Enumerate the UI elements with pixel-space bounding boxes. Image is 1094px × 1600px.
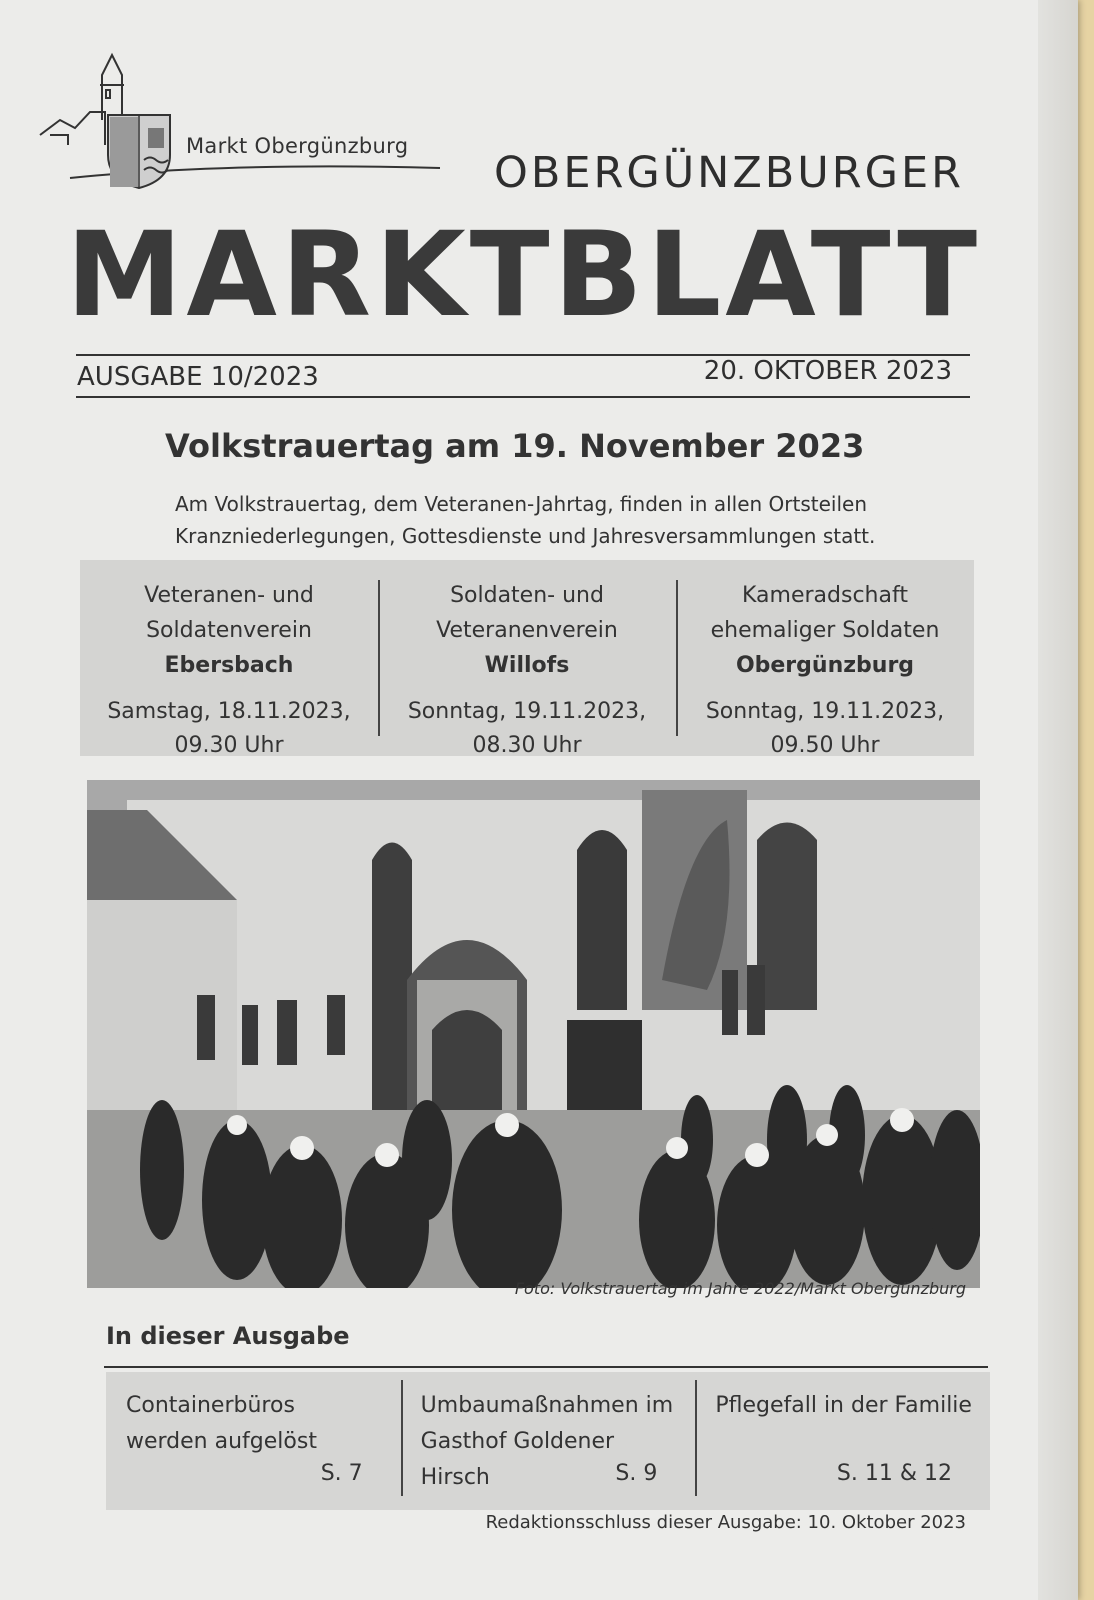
headline: Volkstrauertag am 19. November 2023: [165, 427, 865, 465]
event-place: Obergünzburg: [735, 653, 915, 678]
contents-item-text: Containerbüros werden aufgelöst: [126, 1393, 317, 1454]
event-ebersbach: [80, 560, 378, 756]
event-org-line1: Soldaten- und: [450, 583, 604, 608]
event-org-line2: Soldatenverein: [146, 618, 312, 643]
ceremony-photo: [87, 780, 980, 1288]
contents-item: [401, 1372, 696, 1510]
contents-box: [106, 1372, 990, 1510]
contents-item-text: Umbaumaßnahmen im Gasthof Goldener Hirsch: [420, 1393, 674, 1490]
masthead-subtitle: OBERGÜNZBURGER: [494, 148, 965, 198]
contents-item-page: S. 7: [320, 1461, 363, 1486]
event-place: Ebersbach: [164, 653, 294, 678]
event-time: 09.50 Uhr: [770, 733, 880, 758]
intro-text: Am Volkstrauertag, dem Veteranen-Jahrtag, finden in allen Ortsteilen Kranzniederlegungen, Gottesdienste und Jahresversammlungen statt.: [175, 492, 876, 548]
events-box: [80, 560, 974, 756]
event-willofs: [378, 560, 676, 756]
masthead-title: MARKTBLATT: [66, 206, 982, 343]
contents-item-page: S. 9: [615, 1461, 658, 1486]
contents-item-page: S. 11 & 12: [836, 1461, 953, 1486]
event-obergunzburg: [676, 560, 974, 756]
issue-date: 20. OKTOBER 2023: [703, 356, 952, 386]
contents-item-text: Pflegefall in der Familie: [715, 1393, 972, 1418]
event-org-line1: Veteranen- und: [144, 583, 314, 608]
event-org-line1: Kameradschaft: [742, 583, 908, 608]
page-edge: [1038, 0, 1078, 1600]
contents-item: [106, 1372, 401, 1510]
event-org-line2: Veteranenverein: [436, 618, 618, 643]
event-day: Sonntag, 19.11.2023,: [407, 699, 647, 724]
event-day: Samstag, 18.11.2023,: [107, 699, 351, 724]
editorial-deadline: Redaktionsschluss dieser Ausgabe: 10. Oktober 2023: [485, 1512, 966, 1533]
photo-caption: Foto: Volkstrauertag im Jahre 2022/Markt Obergünzburg: [514, 1279, 966, 1298]
masthead-rule-bottom: [76, 396, 970, 398]
contents-title: In dieser Ausgabe: [106, 1322, 350, 1350]
event-day: Sonntag, 19.11.2023,: [705, 699, 945, 724]
issue-number: AUSGABE 10/2023: [77, 362, 319, 392]
event-org-line2: ehemaliger Soldaten: [710, 618, 940, 643]
logo-text: Markt Obergünzburg: [186, 134, 409, 158]
event-time: 08.30 Uhr: [472, 733, 582, 758]
municipal-logo: [30, 50, 460, 195]
contents-rule: [104, 1366, 988, 1368]
event-time: 09.30 Uhr: [174, 733, 284, 758]
contents-item: [695, 1372, 990, 1510]
event-place: Willofs: [484, 653, 570, 678]
